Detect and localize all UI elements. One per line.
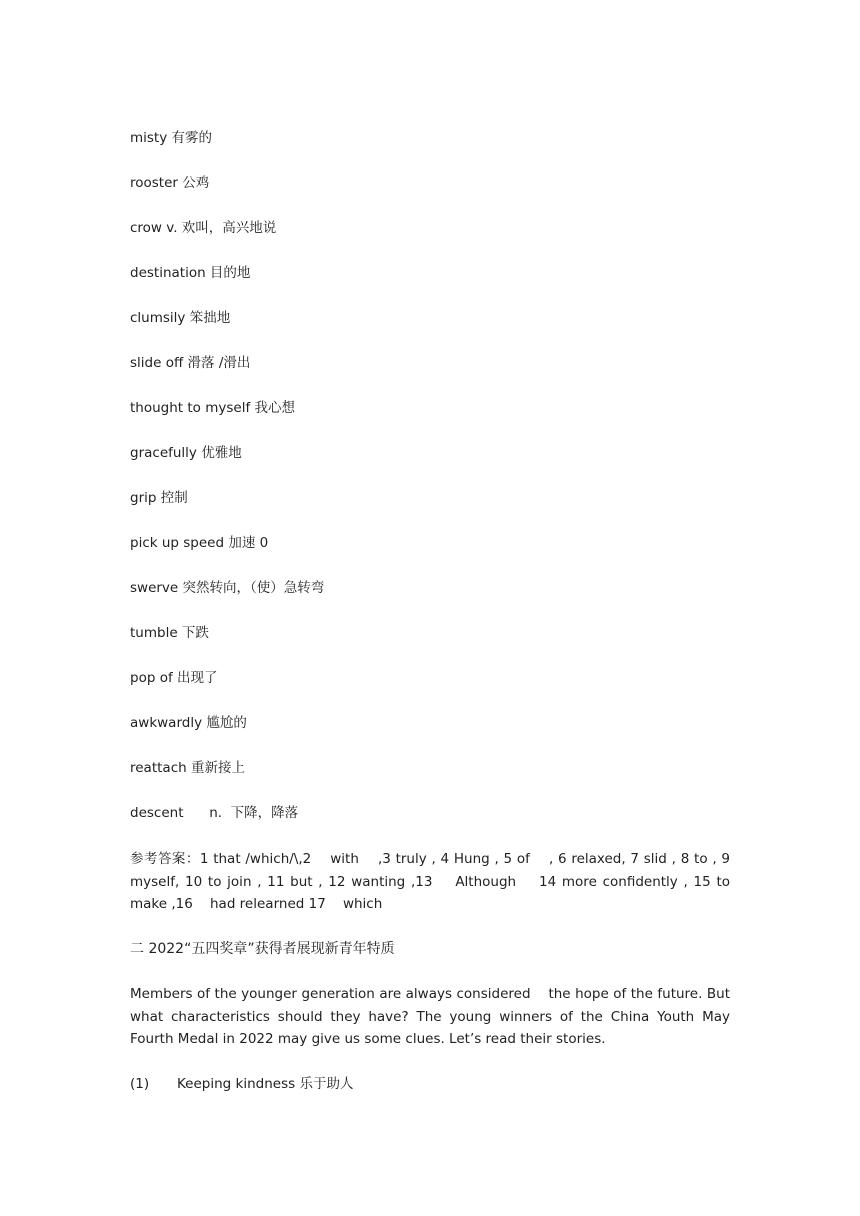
- vocab-item: reattach 重新接上: [130, 760, 245, 776]
- vocab-item: slide off 滑落 /滑出: [130, 355, 251, 371]
- vocab-item: awkwardly 尴尬的: [130, 715, 247, 731]
- vocab-item: rooster 公鸡: [130, 175, 210, 191]
- vocab-item: pop of 出现了: [130, 670, 218, 686]
- vocab-item: descent n. 下降，降落: [130, 805, 299, 821]
- vocab-item: pick up speed 加速 0: [130, 535, 269, 551]
- vocab-item: misty 有雾的: [130, 130, 213, 146]
- section-heading: 二 2022“五四奖章”获得者展现新青年特质: [130, 941, 395, 957]
- list-item-number: (1): [130, 1076, 150, 1092]
- answer-key: 参考答案：1 that /which/\,2 with ,3 truly , 4 Hung , 5 of , 6 relaxed, 7 slid , 8 to , 9 myself, 10 to join , 11 but , 12 wanting ,13 Although 14 more confidently , 15 to make ,16 had relearned 17 which: [130, 851, 735, 912]
- vocab-item: destination 目的地: [130, 265, 251, 281]
- vocab-item: grip 控制: [130, 490, 188, 506]
- vocab-item: thought to myself 我心想: [130, 400, 295, 416]
- intro-paragraph: Members of the younger generation are always considered the hope of the future. But what characteristics should they have? The young winners of the China Youth May Fourth Medal in 2022 may give us some clues. Let’s read their stories.: [130, 986, 735, 1047]
- vocab-item: tumble 下跌: [130, 625, 209, 641]
- vocab-item: gracefully 优雅地: [130, 445, 242, 461]
- list-item-text: Keeping kindness 乐于助人: [177, 1076, 354, 1092]
- vocab-item: swerve 突然转向，（使）急转弯: [130, 580, 325, 596]
- vocab-item: clumsily 笨拙地: [130, 310, 231, 326]
- vocab-item: crow v. 欢叫，高兴地说: [130, 220, 277, 236]
- list-item: [130, 1075, 353, 1093]
